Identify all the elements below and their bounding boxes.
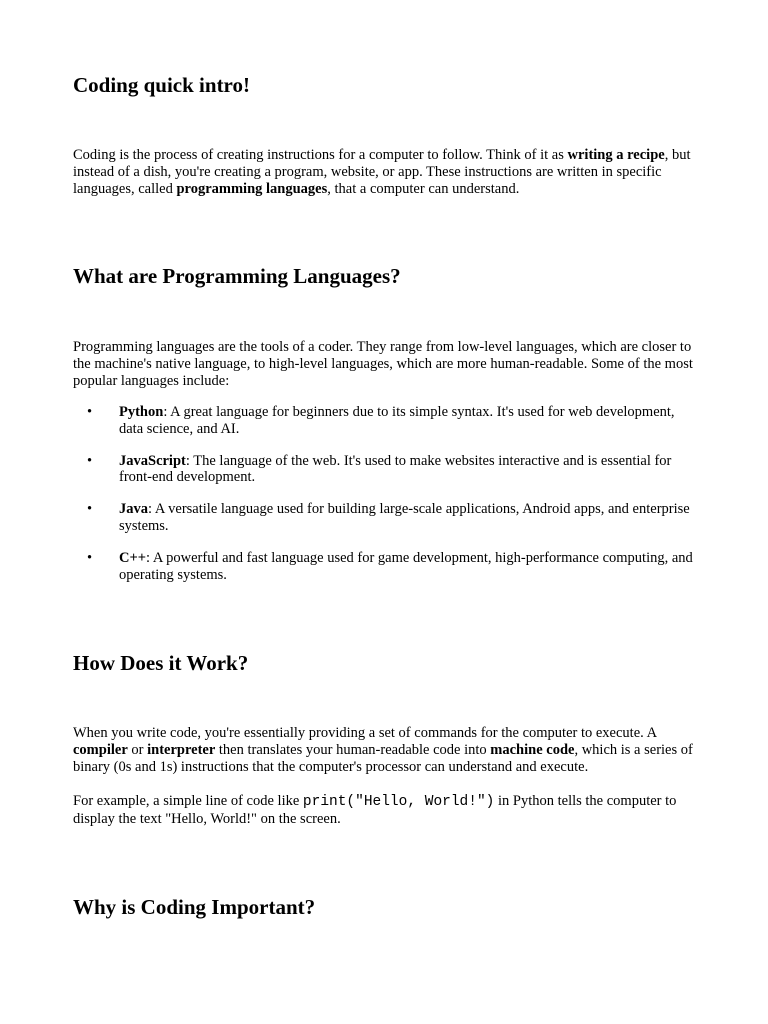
how-bold-interpreter: interpreter — [147, 741, 216, 758]
how-text-4: , which is a series of binary (0s and 1s) instructions that the computer's processor can understand and execute. — [73, 741, 693, 775]
example-text-2: in Python tells the computer to display the text "Hello, World!" on the screen. — [73, 793, 677, 827]
language-name: JavaScript — [119, 452, 186, 469]
heading-how-does-it-work: How Does it Work? — [73, 651, 249, 675]
languages-paragraph: Programming languages are the tools of a coder. They range from low-level languages, which are closer to the machine's native language, to high-level languages, which are more human-readable. Some of the most popular languages include: — [73, 339, 693, 389]
heading-why-is-coding-important: Why is Coding Important? — [73, 895, 316, 919]
how-it-works-paragraph — [73, 725, 698, 775]
list-item-cpp — [73, 550, 698, 584]
bullet-marker: • — [87, 404, 93, 420]
bullet-marker: • — [87, 549, 93, 566]
heading-coding-quick-intro: Coding quick intro! — [73, 73, 250, 97]
language-name: C++ — [119, 549, 146, 566]
intro-paragraph — [73, 147, 698, 197]
heading-what-are-programming-languages: What are Programming Languages? — [73, 264, 401, 288]
language-name: Python — [119, 404, 164, 420]
list-item-java — [73, 501, 698, 535]
example-text-1: For example, a simple line of code like — [73, 793, 303, 809]
code-snippet: print("Hello, World!") — [302, 794, 495, 810]
language-description: : A great language for beginners due to its simple syntax. It's used for web development, data science, and AI. — [119, 404, 675, 437]
intro-bold-programming-languages: programming languages — [176, 180, 328, 197]
bullet-marker: • — [87, 452, 93, 469]
language-name: Java — [119, 501, 148, 518]
language-description: : A versatile language used for building large-scale applications, Android apps, and enterprise systems. — [119, 501, 690, 534]
intro-text-3: , that a computer can understand. — [327, 180, 520, 197]
list-item-javascript — [73, 453, 698, 487]
list-item-python — [73, 404, 698, 438]
intro-text-2: , but instead of a dish, you're creating a program, website, or app. These instructions are written in specific languages, called — [73, 147, 691, 197]
example-paragraph — [73, 793, 698, 828]
how-text-2: or — [127, 741, 148, 758]
language-description: : The language of the web. It's used to make websites interactive and is essential for front-end development. — [119, 452, 672, 486]
intro-bold-writing-a-recipe: writing a recipe — [567, 147, 665, 163]
languages-list — [73, 404, 698, 598]
language-description: : A powerful and fast language used for game development, high-performance computing, and operating systems. — [119, 549, 693, 583]
how-text-3: then translates your human-readable code into — [215, 741, 491, 758]
bullet-marker: • — [87, 501, 93, 518]
how-bold-compiler: compiler — [73, 741, 128, 758]
intro-text-1: Coding is the process of creating instructions for a computer to follow. Think of it as — [73, 147, 568, 163]
how-bold-machine-code: machine code — [490, 741, 575, 758]
how-text-1: When you write code, you're essentially providing a set of commands for the computer to execute. A — [73, 725, 657, 741]
